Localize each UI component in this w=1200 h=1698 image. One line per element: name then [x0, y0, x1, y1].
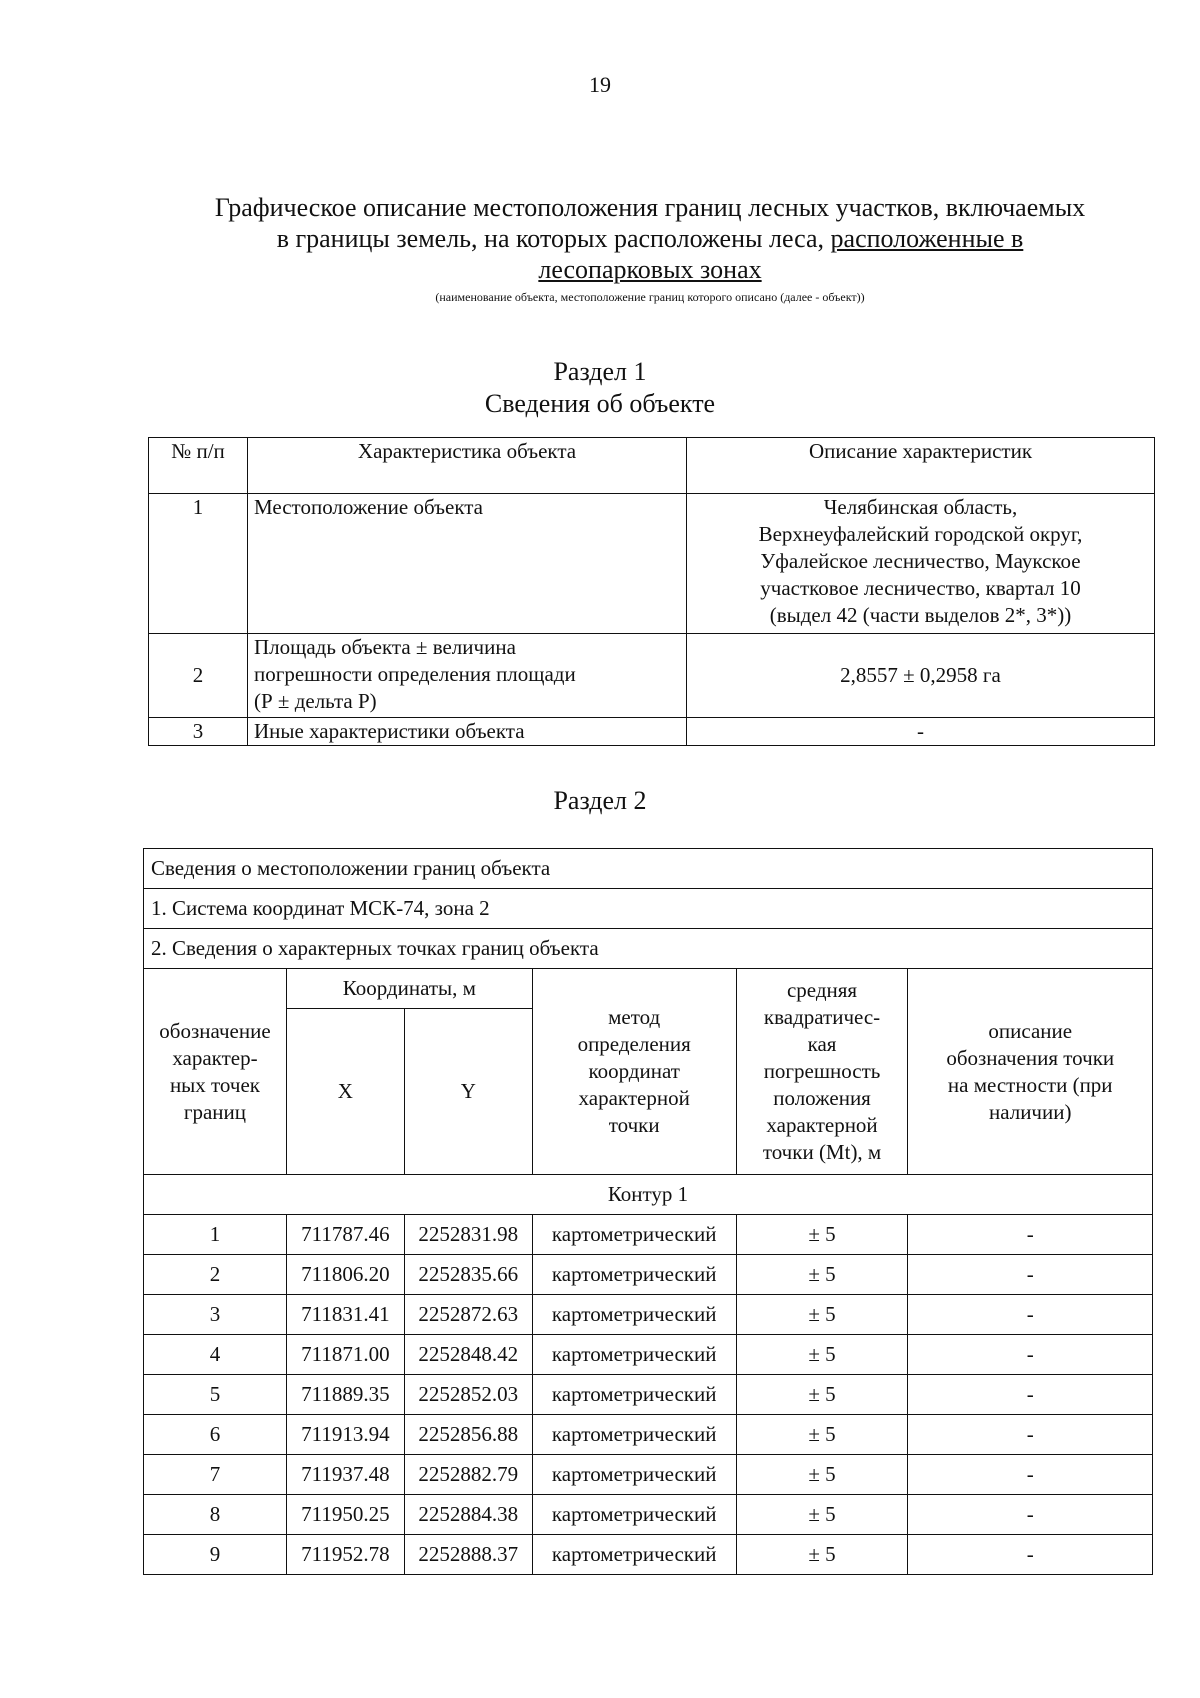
coord-x: 711831.41 [286, 1295, 404, 1335]
table-row [144, 1255, 1153, 1295]
title-caption: (наименование объекта, местоположение границ которого описано (далее - объект)) [435, 290, 865, 304]
method: картометрический [532, 1375, 736, 1415]
coord-y: 2252835.66 [404, 1255, 532, 1295]
row-characteristic: Местоположение объекта [248, 494, 687, 634]
table-header-row [149, 438, 1155, 494]
header-line: погрешность [763, 1059, 881, 1083]
header-line: квадратичес- [763, 1005, 881, 1029]
header-num: № п/п [149, 438, 248, 494]
coord-x: 711952.78 [286, 1535, 404, 1575]
table-row [144, 1495, 1153, 1535]
point-description: - [908, 1255, 1153, 1295]
coord-y: 2252882.79 [404, 1455, 532, 1495]
coord-y: 2252884.38 [404, 1495, 532, 1535]
info-cell: 1. Система координат МСК-74, зона 2 [144, 889, 1153, 929]
contour-label: Контур 1 [144, 1175, 1153, 1215]
coord-x: 711871.00 [286, 1335, 404, 1375]
table-row [144, 1415, 1153, 1455]
object-info-table [148, 437, 1155, 746]
point-number: 9 [144, 1535, 287, 1575]
header-line: положения [773, 1086, 871, 1110]
header-line: метод [608, 1005, 661, 1029]
point-number: 4 [144, 1335, 287, 1375]
section1-heading: Раздел 1 [553, 357, 647, 386]
location-line: Уфалейское лесничество, Маукское [760, 549, 1081, 573]
point-description: - [908, 1215, 1153, 1255]
page-number: 19 [589, 72, 611, 97]
location-line: участковое лесничество, квартал 10 [760, 576, 1081, 600]
header-method [532, 969, 736, 1175]
header-description [908, 969, 1153, 1175]
header-line: на местности (при [947, 1072, 1113, 1097]
method: картометрический [532, 1455, 736, 1495]
point-number: 6 [144, 1415, 287, 1455]
coord-x: 711937.48 [286, 1455, 404, 1495]
table-row [149, 494, 1155, 634]
header-y: Y [404, 1009, 532, 1175]
method: картометрический [532, 1415, 736, 1455]
table-row [149, 634, 1155, 718]
row-characteristic: Иные характеристики объекта [248, 718, 687, 746]
header-line: определения [577, 1032, 691, 1056]
header-line: описание [988, 1018, 1073, 1043]
header-line: наличии) [988, 1099, 1072, 1124]
title-line-2 [130, 223, 1170, 254]
table-row [144, 1535, 1153, 1575]
info-row [144, 849, 1153, 889]
point-number: 7 [144, 1455, 287, 1495]
area-line: погрешности определения площади [254, 662, 576, 686]
location-line: Челябинская область, [823, 495, 1018, 519]
location-line: Верхнеуфалейский городской округ, [758, 522, 1083, 546]
coord-x: 711806.20 [286, 1255, 404, 1295]
point-description: - [908, 1535, 1153, 1575]
header-error [736, 969, 908, 1175]
table-row [149, 718, 1155, 746]
method: картометрический [532, 1535, 736, 1575]
table-row [144, 1215, 1153, 1255]
header-line: точки (Mt), м [762, 1140, 882, 1164]
document-title [130, 192, 1170, 285]
mean-error: ± 5 [736, 1375, 908, 1415]
point-description: - [908, 1295, 1153, 1335]
points-body [144, 1215, 1153, 1575]
header-line: точки [608, 1113, 660, 1137]
mean-error: ± 5 [736, 1495, 908, 1535]
coord-y: 2252872.63 [404, 1295, 532, 1335]
coord-y: 2252831.98 [404, 1215, 532, 1255]
location-line: (выдел 42 (части выделов 2*, 3*)) [769, 603, 1072, 627]
header-line: характерной [766, 1113, 878, 1137]
header-description: Описание характеристик [687, 438, 1155, 494]
mean-error: ± 5 [736, 1215, 908, 1255]
header-row [144, 969, 1153, 1009]
info-cell: Сведения о местоположении границ объекта [144, 849, 1153, 889]
table-row [144, 1335, 1153, 1375]
point-description: - [908, 1415, 1153, 1455]
mean-error: ± 5 [736, 1335, 908, 1375]
point-number: 3 [144, 1295, 287, 1335]
method: картометрический [532, 1255, 736, 1295]
method: картометрический [532, 1495, 736, 1535]
point-description: - [908, 1495, 1153, 1535]
row-num: 1 [149, 494, 248, 634]
point-number: 5 [144, 1375, 287, 1415]
row-description: - [687, 718, 1155, 746]
header-line: обозначения точки [946, 1045, 1115, 1070]
mean-error: ± 5 [736, 1295, 908, 1335]
section2-heading: Раздел 2 [553, 786, 647, 815]
coord-x: 711913.94 [286, 1415, 404, 1455]
info-row [144, 929, 1153, 969]
coord-x: 711950.25 [286, 1495, 404, 1535]
row-characteristic [248, 634, 687, 718]
header-line: характерной [578, 1086, 690, 1110]
header-line: кая [807, 1032, 837, 1056]
area-line: Площадь объекта ± величина [254, 635, 516, 659]
row-num: 2 [149, 634, 248, 718]
title-line-2-underlined: расположенные в [830, 224, 1024, 253]
header-x: X [286, 1009, 404, 1175]
table-row [144, 1295, 1153, 1335]
title-line-1: Графическое описание местоположения границ лесных участков, включаемых [214, 193, 1086, 222]
header-coords: Координаты, м [286, 969, 532, 1009]
coord-x: 711787.46 [286, 1215, 404, 1255]
point-description: - [908, 1375, 1153, 1415]
point-number: 1 [144, 1215, 287, 1255]
header-line: координат [588, 1059, 680, 1083]
method: картометрический [532, 1215, 736, 1255]
header-characteristic: Характеристика объекта [248, 438, 687, 494]
point-description: - [908, 1455, 1153, 1495]
mean-error: ± 5 [736, 1535, 908, 1575]
info-row [144, 889, 1153, 929]
method: картометрический [532, 1335, 736, 1375]
mean-error: ± 5 [736, 1415, 908, 1455]
method: картометрический [532, 1295, 736, 1335]
table-row [144, 1455, 1153, 1495]
contour-row [144, 1175, 1153, 1215]
header-line: обозначение [159, 1018, 271, 1043]
area-line: (Р ± дельта Р) [254, 689, 377, 713]
table-row [144, 1375, 1153, 1415]
header-line: средняя [786, 978, 858, 1002]
point-number: 2 [144, 1255, 287, 1295]
header-line: характер- [172, 1045, 258, 1070]
row-num: 3 [149, 718, 248, 746]
coord-y: 2252888.37 [404, 1535, 532, 1575]
mean-error: ± 5 [736, 1455, 908, 1495]
coord-y: 2252848.42 [404, 1335, 532, 1375]
boundary-points-table [143, 848, 1153, 1575]
header-point [144, 969, 287, 1175]
section1-subheading: Сведения об объекте [484, 389, 716, 418]
coord-x: 711889.35 [286, 1375, 404, 1415]
title-line-3: лесопарковых зонах [538, 255, 762, 284]
title-line-2-plain: в границы земель, на которых расположены леса, [276, 224, 825, 253]
mean-error: ± 5 [736, 1255, 908, 1295]
header-line: границ [183, 1099, 247, 1124]
header-line: ных точек [169, 1072, 260, 1097]
point-number: 8 [144, 1495, 287, 1535]
coord-y: 2252856.88 [404, 1415, 532, 1455]
coord-y: 2252852.03 [404, 1375, 532, 1415]
info-cell: 2. Сведения о характерных точках границ объекта [144, 929, 1153, 969]
point-description: - [908, 1335, 1153, 1375]
row-description: 2,8557 ± 0,2958 га [687, 634, 1155, 718]
row-description [687, 494, 1155, 634]
